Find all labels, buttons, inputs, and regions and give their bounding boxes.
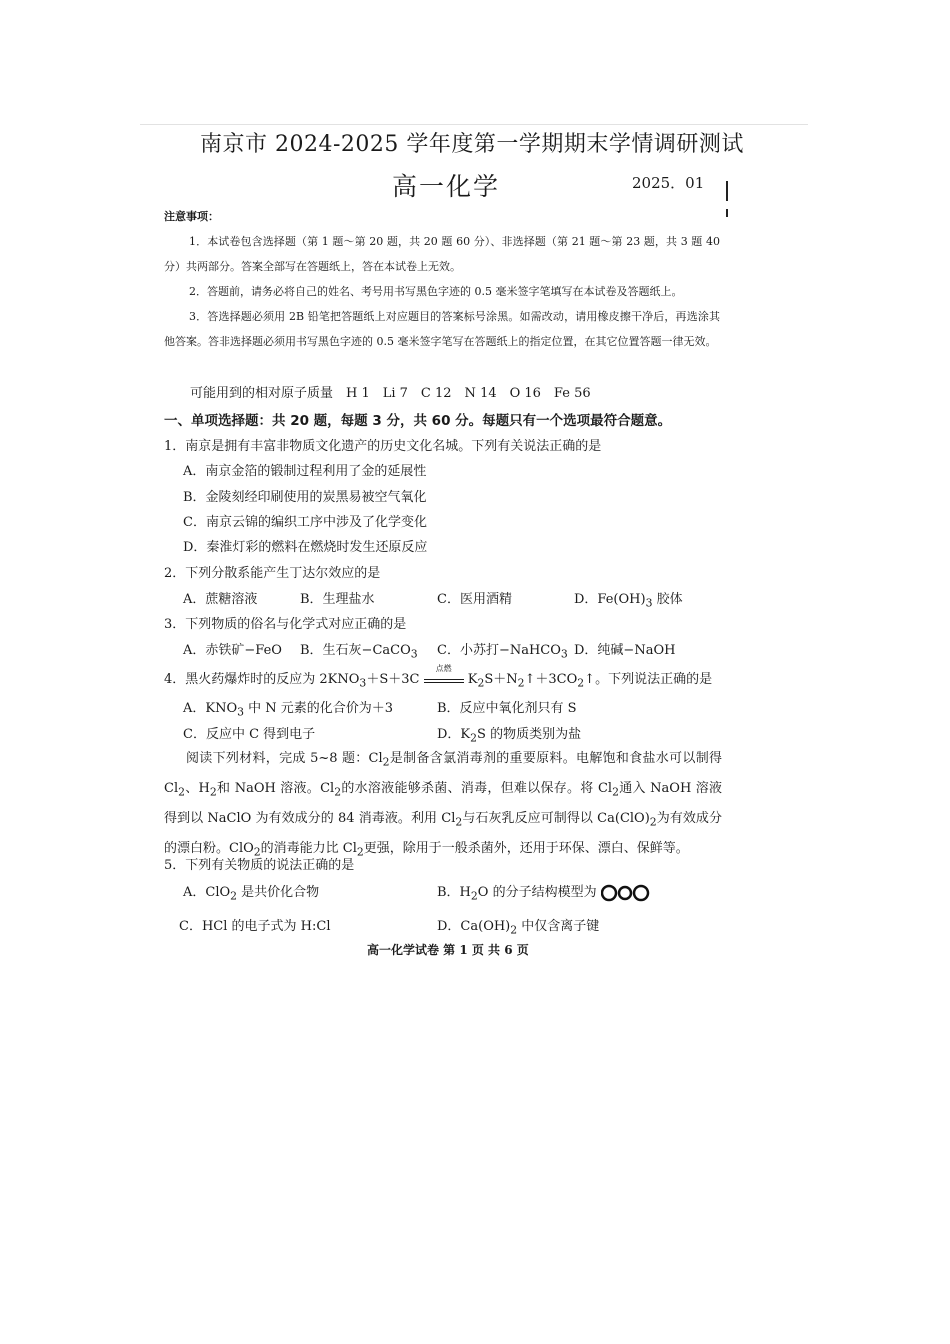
question-4-option-c: C．反应中 C 得到电子 — [183, 727, 316, 742]
question-2-stem: 2．下列分散系能产生丁达尔效应的是 — [164, 566, 381, 581]
question-5-stem: 5．下列有关物质的说法正确的是 — [164, 858, 355, 873]
question-1-option-b: B．金陵刻经印刷使用的炭黑易被空气氧化 — [183, 490, 427, 505]
question-5-option-a: A．ClO$_2$ 是共价化合物 — [183, 885, 320, 903]
page-footer: 高一化学试卷 第 1 页 共 6 页 — [367, 943, 529, 957]
question-2-option-b: B．生理盐水 — [300, 592, 375, 607]
question-4-stem: 4．黑火药爆炸时的反应为 $2KNO_3+S+3C$ 点燃 $K_2S+N_2↑+3CO_2↑$。下列说法正确的是 — [164, 664, 713, 690]
notice-item-3: 3．答选择题必须用 2B 铅笔把答题纸上对应题目的答案标号涂黑。如需改动，请用橡皮擦干净后，再选涂其他答案。答非选择题必须用书写黑色字迹的 0.5 毫米签字笔写在答题纸上的指定位置，在其它位置答题一律无效。 — [164, 310, 720, 348]
exam-title: 南京市 2024-2025 学年度第一学期期末学情调研测试 — [200, 132, 744, 157]
question-3-option-c: C．小苏打−NaHCO$_3$ — [437, 643, 568, 661]
scan-mark — [726, 209, 728, 217]
question-1-stem: 1．南京是拥有丰富非物质文化遗产的历史文化名城。下列有关说法正确的是 — [164, 439, 602, 454]
scan-mark — [726, 181, 728, 201]
water-molecule-model-icon — [601, 884, 651, 902]
question-4-option-b: B．反应中氧化剂只有 S — [437, 701, 577, 716]
question-5-option-d: D．$Ca(OH)_2$ 中仅含离子键 — [437, 919, 600, 937]
section-heading: 一、单项选择题：共 20 题，每题 3 分，共 60 分。每题只有一个选项最符合题意。 — [164, 413, 672, 429]
notice-item-1: 1．本试卷包含选择题（第 1 题～第 20 题，共 20 题 60 分）、非选择题（第 21 题～第 23 题，共 3 题 40 分）共两部分。答案全部写在答题纸上，答在本试卷上无效。 — [164, 235, 720, 273]
question-4-option-a: A．$KNO_3$ 中 N 元素的化合价为＋3 — [183, 701, 394, 719]
scan-edge-line — [140, 124, 808, 125]
reading-passage: 阅读下列材料，完成 5~8 题：$Cl_2$是制备含氯消毒剂的重要原料。电解饱和食盐水可以制得 $Cl_2$、$H_2$和 NaOH 溶液。$Cl_2$的水溶液能够杀菌、消毒，但难以保存。将 $Cl_2$通入 NaOH 溶液得到以 NaClO 为有效成分的 84 消毒液。利用 $Cl_2$与石灰乳反应可制得以 $Ca(ClO)_2$为有效成分的漂白粉。ClO$_2$的消毒能力比 $Cl_2$更强，除用于一般杀菌外，还用于环保、漂白、保鲜等。 — [164, 751, 722, 859]
atomic-masses: 可能用到的相对原子质量 H 1 Li 7 C 12 N 14 O 16 Fe 56 — [190, 386, 591, 401]
question-2-option-a: A．蔗糖溶液 — [183, 592, 258, 607]
question-5-option-b: B．$H_2O$ 的分子结构模型为 — [437, 881, 651, 903]
exam-date: 2025．01 — [632, 174, 705, 192]
notice-item-2: 2．答题前，请务必将自己的姓名、考号用书写黑色字迹的 0.5 毫米签字笔填写在本试卷及答题纸上。 — [189, 285, 683, 298]
notice-heading: 注意事项： — [164, 210, 219, 223]
subject-title: 高一化学 — [392, 172, 501, 201]
question-2-option-d: D．$Fe(OH)_3$ 胶体 — [574, 592, 683, 610]
question-1-option-c: C．南京云锦的编织工序中涉及了化学变化 — [183, 515, 427, 530]
question-1-option-d: D．秦淮灯彩的燃料在燃烧时发生还原反应 — [183, 540, 428, 555]
question-2-option-c: C．医用酒精 — [437, 592, 512, 607]
reaction-arrow: 点燃 — [424, 672, 464, 683]
question-3-stem: 3．下列物质的俗名与化学式对应正确的是 — [164, 617, 407, 632]
question-1-option-a: A．南京金箔的锻制过程利用了金的延展性 — [183, 464, 427, 479]
question-3-option-a: A．赤铁矿−FeO — [183, 643, 282, 658]
question-3-option-b: B．生石灰−CaCO$_3$ — [300, 643, 418, 661]
question-3-option-d: D．纯碱−NaOH — [574, 643, 676, 658]
question-5-option-c: C．HCl 的电子式为 H:Cl — [179, 919, 331, 934]
question-4-option-d: D．$K_2S$ 的物质类别为盐 — [437, 727, 582, 745]
